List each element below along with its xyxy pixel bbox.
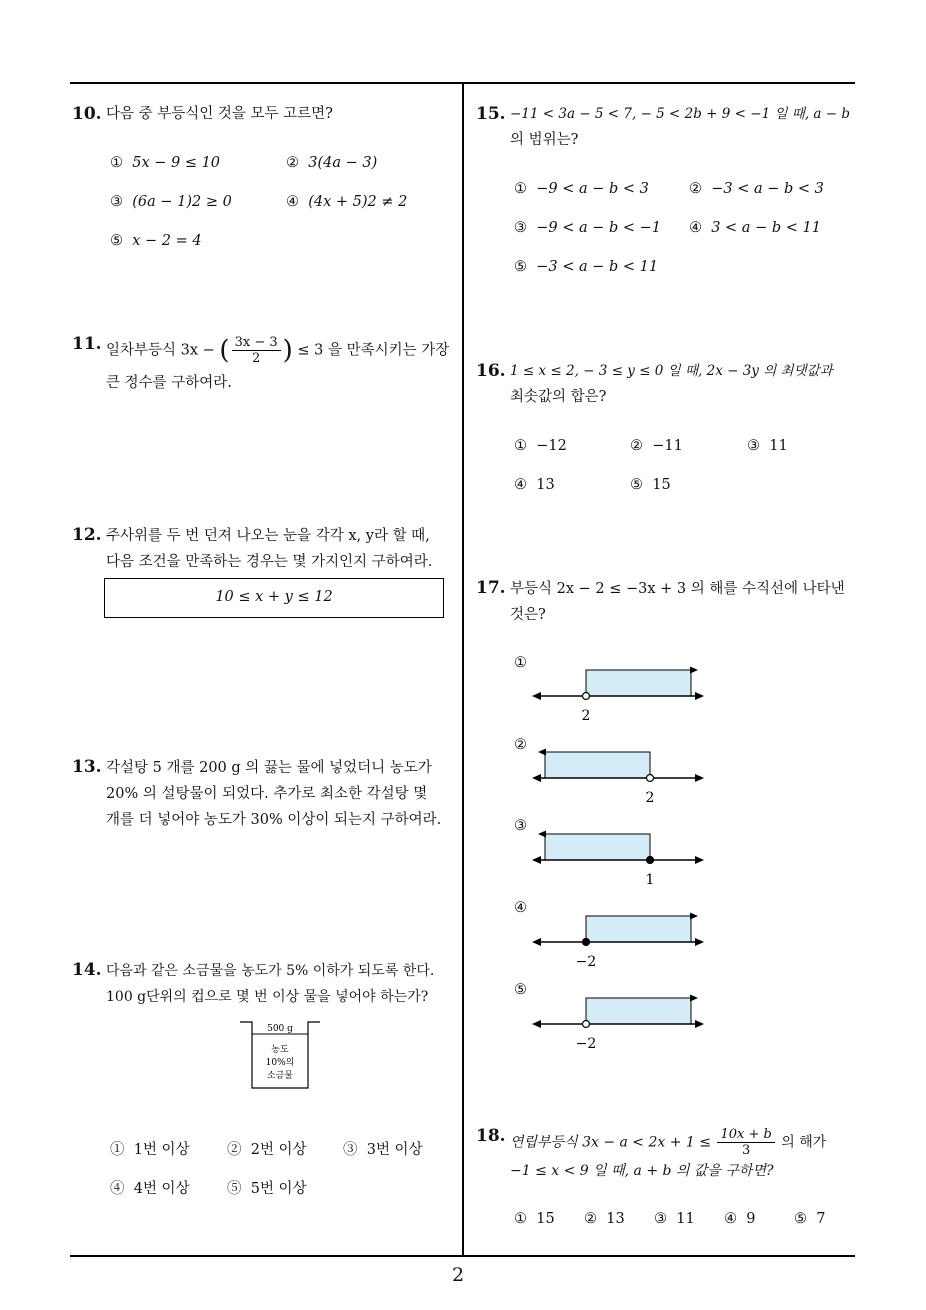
option-mark: ② [286,155,299,171]
number-line-label: 2 [581,708,591,724]
option-5-mark[interactable]: ⑤ [514,982,527,998]
question-text: 일차부등식 3x − ( $\frac{3x - 3}{2}$ ) ≤ 3 을 만족시키는 가장 [106,335,450,366]
question-number: 13. [72,757,102,777]
question-text-line1: −11 < 3a − 5 < 7, − 5 < 2b + 9 < −1 일 때, a − b [510,106,850,122]
option-3[interactable] [110,194,232,210]
option-2[interactable]: ② −11 [630,438,683,454]
question-text-line2: 큰 정수를 구하여라. [106,375,232,391]
cup-label: 500 g [267,1024,293,1034]
question-text-prefix: 연립부등식 3x − a < 2x + 1 ≤ [510,1134,712,1151]
option-3[interactable]: ③ 3번 이상 [343,1142,423,1158]
condition-box [104,578,444,618]
number-line-option-2[interactable] [530,746,710,808]
option-text: 5x − 9 ≤ 10 [132,155,221,171]
option-1[interactable]: ① 15 [514,1211,555,1227]
option-5[interactable] [110,233,202,249]
option-1[interactable] [110,155,220,171]
bottom-rule [70,1255,855,1257]
fraction: $\frac{10x + b}{3}$ [717,1127,774,1158]
option-mark: ⑤ [110,233,123,249]
option-4[interactable]: ④ 9 [724,1211,756,1227]
question-number: 15. [476,104,506,124]
question-number: 14. [72,960,102,980]
option-4[interactable]: ④ 3 < a − b < 11 [689,220,821,236]
option-2[interactable]: ② 2번 이상 [227,1142,307,1158]
number-line-label: −2 [575,954,597,970]
option-1[interactable]: ① −9 < a − b < 3 [514,181,649,197]
option-text: x − 2 = 4 [132,233,202,249]
question-text-line1: 부등식 2x − 2 ≤ −3x + 3 의 해를 수직선에 나타낸 [510,581,845,597]
option-4[interactable] [286,194,407,210]
option-3[interactable]: ③ 11 [654,1211,695,1227]
option-text: (4x + 5)2 ≠ 2 [308,194,408,210]
question-text-line1: 주사위를 두 번 던져 나오는 눈을 각각 x, y라 할 때, [106,528,430,544]
question-text: 다음 중 부등식인 것을 모두 고르면? [106,106,333,122]
fraction: $\frac{3x - 3}{2}$ [232,335,281,366]
number-line-option-1[interactable] [530,664,710,726]
option-mark: ④ [286,194,299,210]
question-number: 12. [72,525,102,545]
question-number: 10. [72,104,102,124]
number-line-label: −2 [575,1036,597,1052]
option-3[interactable]: ③ −9 < a − b < −1 [514,220,661,236]
question-text-prefix: 일차부등식 3x − [106,342,215,359]
column-divider [462,82,464,1257]
question-text-line1: 다음과 같은 소금물을 농도가 5% 이하가 되도록 한다. [106,963,435,979]
option-3-mark[interactable]: ③ [514,818,527,834]
question-number: 18. [476,1126,506,1146]
option-text: (6a − 1)2 ≥ 0 [132,194,232,210]
number-line-label: 1 [645,872,655,888]
question-number: 11. [72,334,102,354]
number-line-option-4[interactable] [530,910,710,972]
question-text-line2: 100 g단위의 컵으로 몇 번 이상 물을 넣어야 하는가? [106,989,429,1005]
question-number: 17. [476,578,506,598]
cup-text-line2: 10%의 [265,1058,295,1068]
question-text-suffix: ≤ 3 을 만족시키는 가장 [297,342,450,359]
question-text-line3: 개를 더 넣어야 농도가 30% 이상이 되는지 구하여라. [106,812,442,828]
option-mark: ① [110,155,123,171]
option-2[interactable]: ② −3 < a − b < 3 [689,181,824,197]
option-4-mark[interactable]: ④ [514,900,527,916]
option-4[interactable]: ④ 4번 이상 [110,1181,190,1197]
question-text-line2: 의 범위는? [510,132,579,148]
option-text: 3(4a − 3) [308,155,378,171]
option-mark: ③ [110,194,123,210]
option-5[interactable]: ⑤ −3 < a − b < 11 [514,259,659,275]
option-3[interactable]: ③ 11 [747,438,788,454]
question-text-line2: 것은? [510,607,546,623]
question-text-line2: 최솟값의 합은? [510,389,607,405]
option-2[interactable] [286,155,377,171]
cup-text-line1: 농도 [271,1045,289,1055]
option-2[interactable]: ② 13 [584,1211,625,1227]
question-text-line2: 다음 조건을 만족하는 경우는 몇 가지인지 구하여라. [106,554,433,570]
question-text-line2: 20% 의 설탕물이 되었다. 추가로 최소한 각설탕 몇 [106,786,428,802]
cup-text-line3: 소금물 [266,1071,294,1081]
number-line-option-3[interactable] [530,828,710,890]
question-text-suffix: 의 해가 [781,1134,827,1151]
number-line-label: 2 [645,790,655,806]
saltwater-cup-figure [238,1018,322,1092]
option-5[interactable]: ⑤ 5번 이상 [227,1181,307,1197]
question-text-line1: 1 ≤ x ≤ 2, − 3 ≤ y ≤ 0 일 때, 2x − 3y 의 최댓값과 [510,363,833,379]
option-4[interactable]: ④ 13 [514,477,555,493]
condition-text: 10 ≤ x + y ≤ 12 [215,589,333,605]
option-5[interactable]: ⑤ 15 [630,477,671,493]
number-line-option-5[interactable] [530,992,710,1054]
question-number: 16. [476,361,506,381]
option-1[interactable]: ① −12 [514,438,567,454]
option-1[interactable]: ① 1번 이상 [110,1142,190,1158]
question-text-line1: 각설탕 5 개를 200 g 의 끓는 물에 넣었더니 농도가 [106,760,432,776]
option-5[interactable]: ⑤ 7 [794,1211,826,1227]
question-text-line2: −1 ≤ x < 9 일 때, a + b 의 값을 구하면? [510,1163,774,1179]
option-1-mark[interactable]: ① [514,655,527,671]
question-text [510,1127,826,1158]
option-2-mark[interactable]: ② [514,737,527,753]
page-number: 2 [452,1264,465,1286]
